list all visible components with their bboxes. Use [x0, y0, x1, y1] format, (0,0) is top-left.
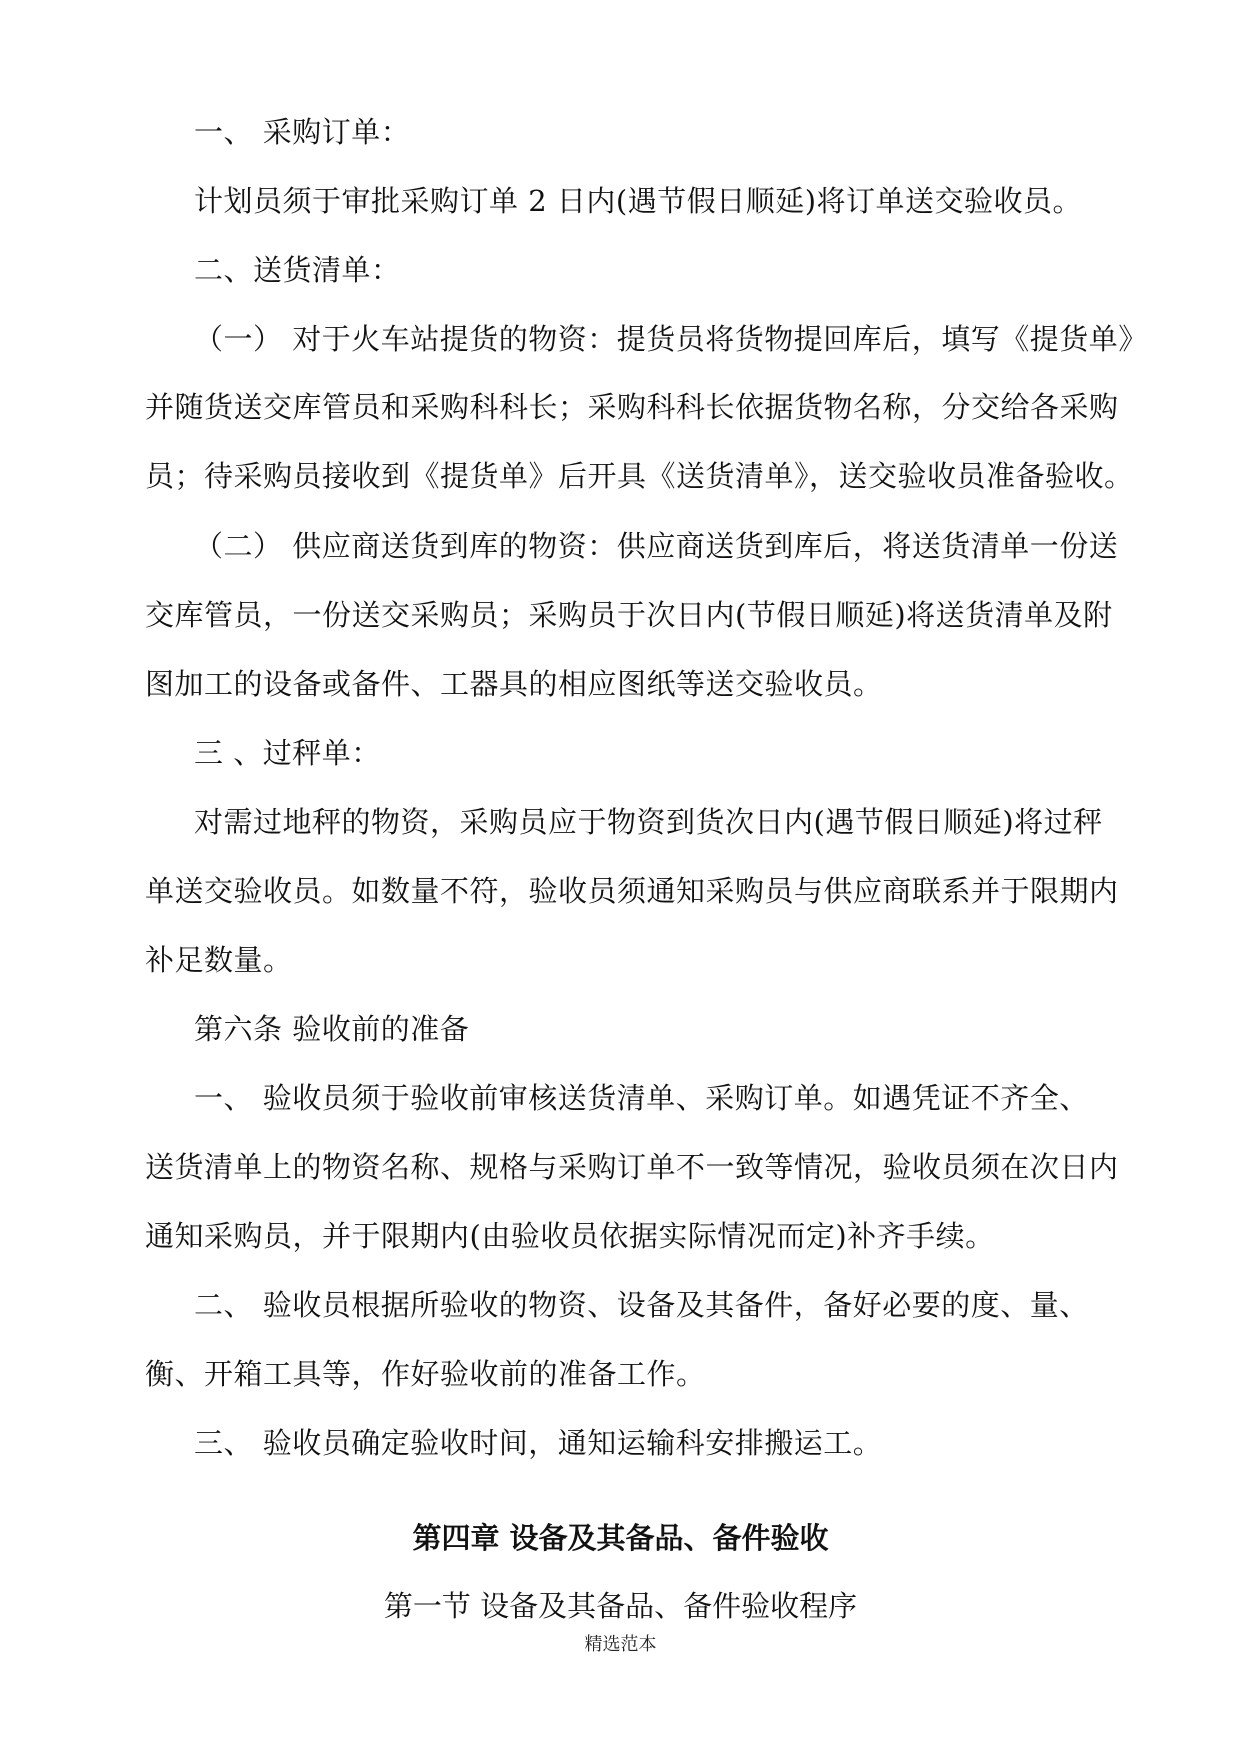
- heading-weigh-bill: 三 、过秤单：: [194, 736, 381, 770]
- paragraph-line: 一、 验收员须于验收前审核送货清单、采购订单。如遇凭证不齐全、: [194, 1081, 1089, 1115]
- paragraph-line: 计划员须于审批采购订单 2 日内(遇节假日顺延)将订单送交验收员。: [194, 184, 1083, 218]
- paragraph-line: 三、 验收员确定验收时间，通知运输科安排搬运工。: [194, 1426, 883, 1460]
- paragraph-line: （二） 供应商送货到库的物资：供应商送货到库后，将送货清单一份送: [194, 529, 1119, 563]
- paragraph-line: 员；待采购员接收到《提货单》后开具《送货清单》，送交验收员准备验收。: [145, 459, 1134, 493]
- chapter-title: 第四章 设备及其备品、备件验收: [412, 1521, 829, 1555]
- heading-purchase-order: 一、 采购订单：: [194, 115, 411, 149]
- article-heading: 第六条 验收前的准备: [194, 1012, 470, 1046]
- paragraph-line: 图加工的设备或备件、工器具的相应图纸等送交验收员。: [145, 667, 883, 701]
- paragraph-line: 送货清单上的物资名称、规格与采购订单不一致等情况，验收员须在次日内: [145, 1150, 1119, 1184]
- paragraph-line: 对需过地秤的物资，采购员应于物资到货次日内(遇节假日顺延)将过秤: [194, 805, 1103, 839]
- paragraph-line: 二、 验收员根据所验收的物资、设备及其备件，备好必要的度、量、: [194, 1288, 1089, 1322]
- paragraph-line: 交库管员，一份送交采购员；采购员于次日内(节假日顺延)将送货清单及附: [145, 598, 1113, 632]
- heading-delivery-list: 二、送货清单：: [194, 253, 401, 287]
- paragraph-line: 单送交验收员。如数量不符，验收员须通知采购员与供应商联系并于限期内: [145, 874, 1119, 908]
- paragraph-line: 衡、开箱工具等，作好验收前的准备工作。: [145, 1357, 706, 1391]
- paragraph-line: 补足数量。: [145, 943, 293, 977]
- paragraph-line: （一） 对于火车站提货的物资：提货员将货物提回库后，填写《提货单》: [194, 322, 1148, 356]
- section-title: 第一节 设备及其备品、备件验收程序: [383, 1589, 858, 1623]
- paragraph-line: 通知采购员，并于限期内(由验收员依据实际情况而定)补齐手续。: [145, 1219, 995, 1253]
- paragraph-line: 并随货送交库管员和采购科科长；采购科科长依据货物名称，分交给各采购: [145, 390, 1119, 424]
- page-footer: 精选范本: [584, 1634, 657, 1655]
